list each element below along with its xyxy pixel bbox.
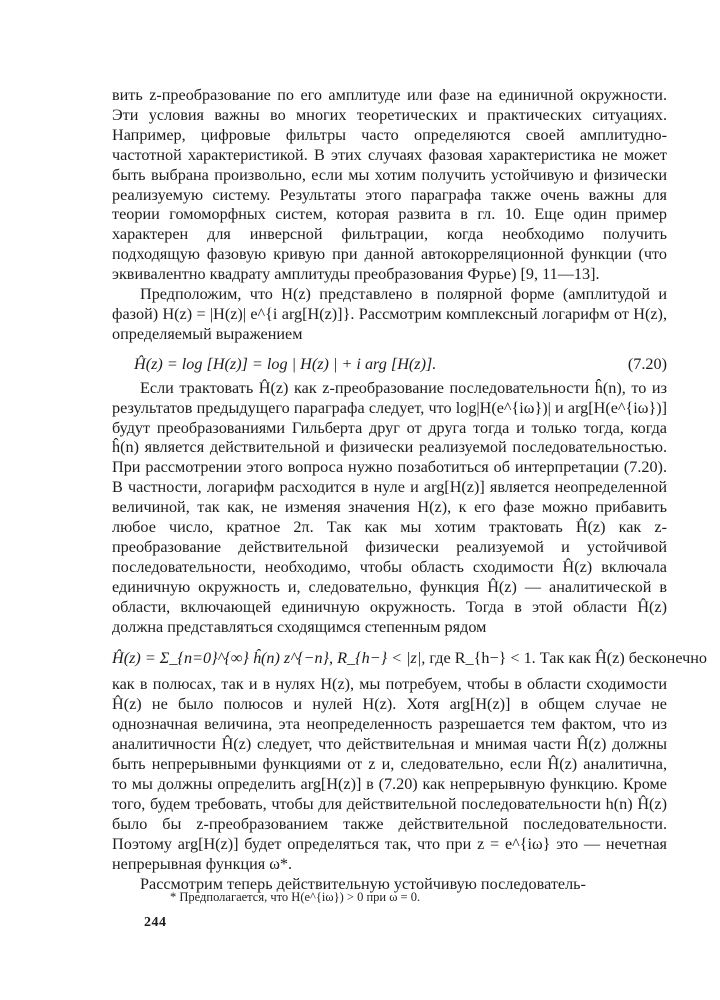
equation-number: (7.20): [627, 354, 667, 373]
formula-7-20: [112, 355, 667, 375]
page-number: 244: [144, 915, 167, 930]
paragraph-4: как в полюсах, так и в нулях H(z), мы потребуем, чтобы в области сходимости Ĥ(z) не было полюсов и нулей H(z). Хотя arg[H(z)] в общем случае не однозначная величина, эта неопределенность разрешается тем фактом, что из аналитичности Ĥ(z) следует, что действительная и мнимая части Ĥ(z) должны быть непрерывными функциями от z и, следовательно, если Ĥ(z) аналитична, то мы должны определить arg[H(z)] в (7.20) как непрерывную функцию. Кроме того, будем требовать, чтобы для действительной последовательности h(n) Ĥ(z) было бы z-преобразованием также действительной последовательности. Поэтому arg[H(z)] будет определяться так, что при z = e^{iω} это — нечетная непрерывная функция ω*.: [112, 675, 667, 873]
series-expression: Ĥ(z) = Σ_{n=0}^{∞} ĥ(n) z^{−n}, R_{h−} < |z|,: [112, 649, 426, 668]
footnote: * Предполагается, что H(e^{iω}) > 0 при ω = 0.: [170, 890, 421, 904]
paragraph-5: Рассмотрим теперь действительную устойчивую последователь-: [140, 874, 586, 893]
paragraph-3: Если трактовать Ĥ(z) как z-преобразование последовательности ĥ(n), то из результатов предыдущего параграфа следует, что log|H(e^{iω})| и arg[H(e^{iω})] будут преобразованиями Гильберта друг от друга тогда и только тогда, когда ĥ(n) является действительной и физически реализуемой последовательностью. При рассмотрении этого вопроса нужно позаботиться об интерпретации (7.20). В частности, логарифм расходится в нуле и arg[H(z)] является неопределенной величиной, так как, не изменяя значения H(z), к его фазе можно прибавить любое число, кратное 2π. Так как мы хотим трактовать Ĥ(z) как z-преобразование действительной физически реализуемой и устойчивой последовательности, необходимо, чтобы область сходимости Ĥ(z) включала единичную окружность и, следовательно, функция Ĥ(z) — аналитической в области, включающей единичную окружность. Тогда в этой области Ĥ(z) должна представляться сходящимся степенным рядом: [112, 378, 667, 636]
paragraph-2: Предположим, что H(z) представлено в полярной форме (амплитудой и фазой) H(z) = |H(z)| e^{i arg[H(z)]}. Рассмотрим комплексный логарифм от H(z), определяемый выражением: [112, 285, 667, 343]
power-series-formula: [112, 641, 708, 675]
formula-expression: Ĥ(z) = log [H(z)] = log | H(z) | + i arg [H(z)].: [134, 354, 437, 373]
series-tail-text: где R_{h−} < 1. Так как Ĥ(z) бесконечно: [429, 649, 708, 668]
paragraph-1: вить z-преобразование по его амплитуде или фазе на единичной окружности. Эти условия важны во многих теоретических и практических ситуациях. Например, цифровые фильтры часто определяются своей амплитудно-частотной характеристикой. В этих случаях фазовая характеристика не может быть выбрана произвольно, если мы хотим получить устойчивую и физически реализуемую систему. Результаты этого параграфа также очень важны для теории гомоморфных систем, которая развита в гл. 10. Еще один пример характерен для инверсной фильтрации, когда необходимо получить подходящую фазовую кривую при данной автокорреляционной функции (что эквивалентно квадрату амплитуды преобразования Фурье) [9, 11—13].: [112, 86, 667, 284]
page-body: [112, 86, 708, 894]
